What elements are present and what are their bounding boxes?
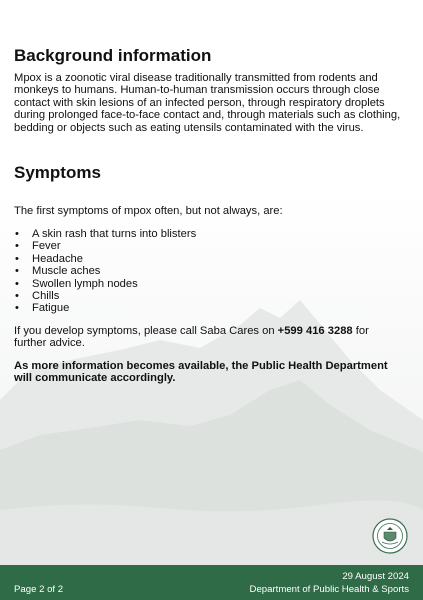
bullet-icon: • <box>15 277 19 290</box>
symptoms-heading: Symptoms <box>14 163 101 182</box>
footer-date: 29 August 2024 <box>342 571 409 582</box>
bullet-icon: • <box>15 228 19 240</box>
bullet-icon: • <box>15 290 19 303</box>
background-paragraph: Mpox is a zoonotic viral disease traditionally transmitted from rodents and monkeys to humans. Human-to-human transmission occurs through close contact with skin lesions of an infected person, through respiratory droplets during prolonged face-to-face contact and, through materials such as clothing, bedding or objects such as eating utensils contaminated with the virus. <box>14 72 401 134</box>
phone-number: +599 416 3288 <box>277 325 353 337</box>
footer-department: Department of Public Health & Sports <box>249 584 409 595</box>
list-item: • Muscle aches <box>15 265 101 278</box>
list-item: • Fever <box>15 240 61 253</box>
symptoms-intro: The first symptoms of mpox often, but not always, are: <box>14 205 283 217</box>
closing-statement: As more information becomes available, the Public Health Department will communicate accordingly. <box>14 360 388 385</box>
bullet-icon: • <box>15 252 19 265</box>
list-item: • Headache <box>15 252 84 265</box>
page-footer <box>0 565 423 600</box>
bullet-icon: • <box>15 302 19 315</box>
contact-paragraph: If you develop symptoms, please call Saba Cares on +599 416 3288 for further advice. <box>14 325 369 350</box>
list-item: • Fatigue <box>15 302 70 315</box>
bullet-icon: • <box>15 265 19 278</box>
bullet-icon: • <box>15 240 19 253</box>
symptoms-list <box>14 228 196 315</box>
government-seal-icon <box>372 518 408 554</box>
page-number: Page 2 of 2 <box>14 584 64 595</box>
list-item: • Chills <box>15 290 60 303</box>
list-item: • Swollen lymph nodes <box>15 277 138 290</box>
background-heading: Background information <box>14 46 212 65</box>
list-item: • A skin rash that turns into blisters <box>15 228 197 240</box>
